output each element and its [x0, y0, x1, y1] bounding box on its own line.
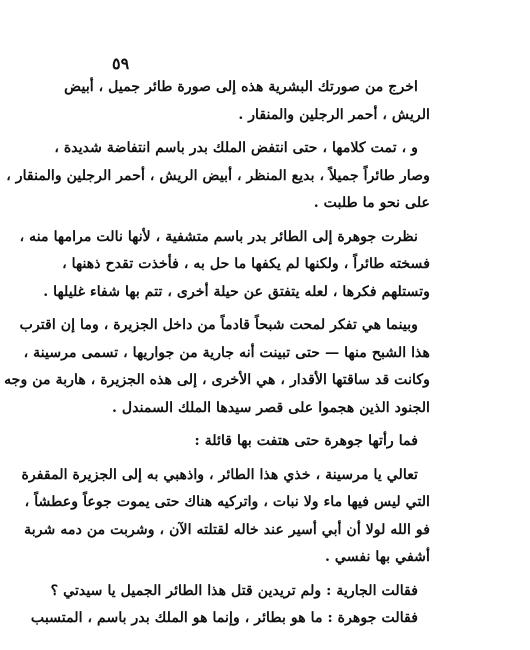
- text-line: الجنود الذين هجموا على قصر سيدها الملك السمندل .: [112, 399, 430, 416]
- text-line: تعالي يا مرسينة ، خذي هذا الطائر ، واذهبي به إلى الجزيرة المقفرة: [21, 466, 418, 483]
- text-line: و ، تمت كلامها ، حتى انتفض الملك بدر باسم انتفاضة شديدة ،: [54, 140, 418, 156]
- paragraph: [95, 428, 430, 456]
- text-line: فو الله لولا أن أبي أسير عند خاله لقتلته الآن ، وشربت من دمه شربة: [24, 521, 430, 538]
- text-line: أشفي بها نفسي .: [324, 549, 430, 565]
- text-line: فقالت الجارية : ولم تريدين قتل هذا الطائر الجميل يا سيدتي ؟: [50, 582, 418, 599]
- text-line: على نحو ما طلبت .: [313, 195, 430, 211]
- text-line: التي ليس فيها ماء ولا نبات ، واتركيه هناك حتى يموت جوعاً وعطشاً ،: [24, 494, 430, 510]
- text-line: وصار طائراً جميلاً ، بديع المنظر ، أبيض الريش ، أحمر الرجلين والمنقار ،: [6, 167, 430, 184]
- text-line: فسخته طائراً ، ولكنها لم يكفها ما حل به ، فأخذت تقدح ذهنها ،: [62, 256, 430, 272]
- paragraph: [64, 74, 430, 129]
- paragraph: [6, 135, 430, 218]
- text-line: هذا الشبح منها — حتى تبينت أنه جارية من جواريها ، تسمى مرسينة ،: [23, 344, 430, 361]
- paragraph: [19, 224, 430, 307]
- text-line: وكانت قد ساقتها الأقدار ، هي الأخرى ، إلى هذه الجزيرة ، هاربة من وجه: [4, 372, 430, 388]
- body-text: [4, 74, 430, 633]
- paragraph: [30, 578, 430, 633]
- page-number: ٥٩: [112, 54, 130, 73]
- text-line: وتستلهم فكرها ، لعله يتفتق عن حيلة أخرى ، تتم بها شفاء غليلها .: [43, 283, 430, 300]
- paragraph: [21, 462, 430, 572]
- text-line: اخرج من صورتك البشرية هذه إلى صورة طائر جميل ، أبيض: [64, 79, 418, 95]
- text-line: الريش ، أحمر الرجلين والمنقار .: [238, 106, 430, 123]
- text-line: فقالت جوهرة : ما هو بطائر ، وإنما هو الملك بدر باسم ، المتسبب: [30, 610, 418, 626]
- text-line: فما رأتها جوهرة حتى هتفت بها قائلة :: [194, 433, 418, 449]
- paragraph: [4, 312, 430, 422]
- text-line: نظرت جوهرة إلى الطائر بدر باسم متشفية ، لأنها نالت مرامها منه ،: [19, 228, 418, 245]
- text-line: وبينما هي تفكر لمحت شبحاً قادماً من داخل الجزيرة ، وما إن اقترب: [19, 317, 418, 333]
